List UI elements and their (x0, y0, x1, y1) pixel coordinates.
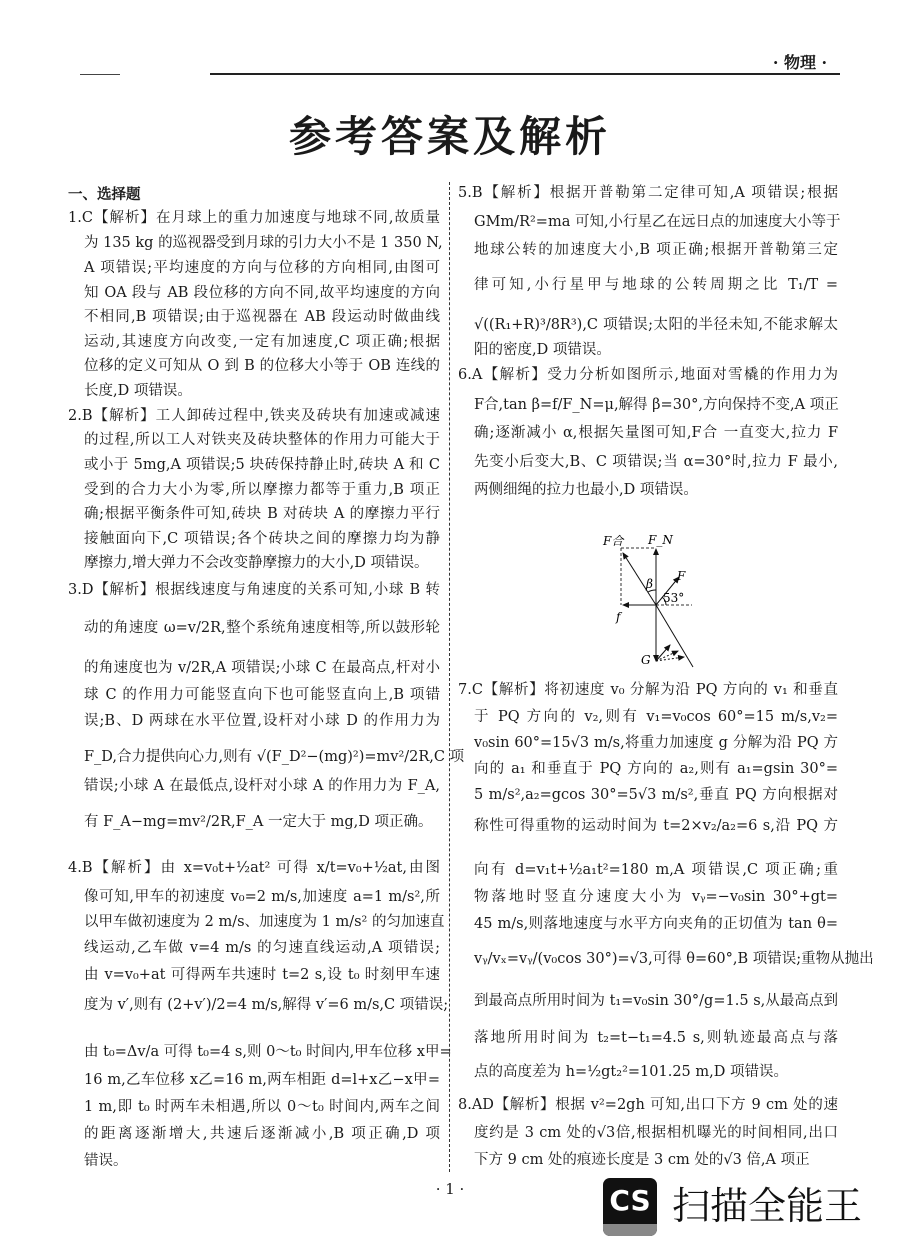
header-rule (210, 73, 840, 75)
answer-line: v₀sin 60°=15√3 m/s,将重力加速度 g 分解为沿 PQ 方 (474, 735, 838, 751)
answer-line: 知 OA 段与 AB 段位移的方向不同,故平均速度的方向 (84, 285, 440, 301)
label-pull: F (677, 569, 686, 583)
answer-line: 误;B、D 两球在水平位置,设杆对小球 D 的作用力为 (84, 713, 440, 729)
page-number: · 1 · (435, 1180, 465, 1198)
answer-line: 以甲车做初速度为 2 m/s、加速度为 1 m/s² 的匀加速直 (84, 914, 445, 930)
answer-line: 称性可得重物的运动时间为 t=2×v₂/a₂=6 s,沿 PQ 方 (474, 818, 838, 834)
answer-item-start: 4.B【解析】由 x=v₀t+½at² 可得 x/t=v₀+½at,由图 (68, 860, 440, 876)
force-diagram (595, 525, 710, 675)
answer-line: 或小于 5mg,A 项错误;5 块砖保持静止时,砖块 A 和 C (84, 457, 440, 473)
answer-line: 运动,其速度方向改变,一定有加速度,C 项正确;根据 (84, 334, 440, 350)
scanner-logo-text: CS (609, 1184, 651, 1217)
answer-line: 阳的密度,D 项错误。 (474, 342, 611, 358)
answer-line: 长度,D 项错误。 (84, 383, 192, 399)
answer-line: 接触面向下,C 项错误;各个砖块之间的摩擦力均为静 (84, 531, 440, 547)
answer-line: 16 m,乙车位移 x乙=16 m,两车相距 d=l+x乙−x甲= (84, 1072, 440, 1088)
page-title: 参考答案及解析 (288, 112, 611, 161)
answer-item-start: 7.C【解析】将初速度 v₀ 分解为沿 PQ 方向的 v₁ 和垂直 (458, 682, 838, 698)
component-arrow-2 (656, 651, 678, 661)
logo-band (603, 1224, 657, 1236)
section-heading: 一、选择题 (68, 186, 141, 203)
answer-line: √((R₁+R)³/8R³),C 项错误;太阳的半径未知,不能求解太 (474, 317, 838, 333)
answer-line: 律可知,小行星甲与地球的公转周期之比 T₁/T = (474, 277, 838, 293)
answer-line: 下方 9 cm 处的痕迹长度是 3 cm 处的√3 倍,A 项正 (474, 1152, 810, 1168)
label-angle: 53° (663, 591, 685, 605)
slope-line (656, 605, 693, 667)
label-gravity: G (641, 653, 651, 667)
answer-line: 像可知,甲车的初速度 v₀=2 m/s,加速度 a=1 m/s²,所 (84, 889, 440, 905)
answer-item-start: 6.A【解析】受力分析如图所示,地面对雪橇的作用力为 (458, 367, 838, 383)
answer-line: 向的 a₁ 和垂直于 PQ 方向的 a₂,则有 a₁=gsin 30°= (474, 761, 838, 777)
answer-line: 摩擦力,增大弹力不会改变静摩擦力的大小,D 项错误。 (84, 555, 429, 571)
answer-line: 错误;小球 A 在最低点,设杆对小球 A 的作用力为 F_A, (84, 778, 440, 794)
component-arrow-1 (656, 645, 670, 661)
answer-line: 到最高点所用时间为 t₁=v₀sin 30°/g=1.5 s,从最高点到 (474, 993, 838, 1009)
answer-line: 确;逐渐减小 α,根据矢量图可知,F合 一直变大,拉力 F (474, 425, 838, 441)
answer-line: 度为 v′,则有 (2+v′)/2=4 m/s,解得 v′=6 m/s,C 项错误; (84, 997, 449, 1013)
answer-item-start: 1.C【解析】在月球上的重力加速度与地球不同,故质量 (68, 210, 440, 226)
header-rule-short (80, 74, 120, 75)
answer-line: 错误。 (84, 1153, 128, 1169)
answer-line: 度约是 3 cm 处的√3倍,根据相机曝光的时间相同,出口 (474, 1125, 838, 1141)
answer-item-start: 5.B【解析】根据开普勒第二定律可知,A 项错误;根据 (458, 185, 838, 201)
label-friction: f (616, 610, 621, 624)
column-divider (449, 182, 450, 1172)
scanner-logo-icon (603, 1178, 657, 1236)
answer-line: 有 F_A−mg=mv²/2R,F_A 一定大于 mg,D 项正确。 (84, 814, 433, 830)
answer-line: 球 C 的作用力可能竖直向下也可能竖直向上,B 项错 (84, 687, 440, 703)
answer-line: 落地所用时间为 t₂=t−t₁=4.5 s,则轨迹最高点与落 (474, 1030, 838, 1046)
answer-line: F合,tan β=f/F_N=μ,解得 β=30°,方向保持不变,A 项正 (474, 397, 839, 413)
answer-line: 位移的定义可知从 O 到 B 的位移大小等于 OB 连线的 (84, 358, 440, 374)
label-beta: β (646, 577, 653, 591)
answer-item-start: 2.B【解析】工人卸砖过程中,铁夹及砖块有加速或减速 (68, 408, 440, 424)
answer-line: GMm/R²=ma 可知,小行星乙在远日点的加速度大小等于 (474, 214, 841, 230)
answer-item-start: 3.D【解析】根据线速度与角速度的关系可知,小球 B 转 (68, 582, 440, 598)
answer-line: 由 v=v₀+at 可得两车共速时 t=2 s,设 t₀ 时刻甲车速 (84, 967, 440, 983)
answer-line: 确;根据平衡条件可知,砖块 B 对砖块 A 的摩擦力平行 (84, 506, 440, 522)
answer-line: 向有 d=v₁t+½a₁t²=180 m,A 项错误,C 项正确;重 (474, 862, 838, 878)
answer-line: 的距离逐渐增大,共速后逐渐减小,B 项正确,D 项 (84, 1126, 440, 1142)
answer-line: 先变小后变大,B、C 项错误;当 α=30°时,拉力 F 最小, (474, 454, 838, 470)
answer-line: 点的高度差为 h=½gt₂²=101.25 m,D 项错误。 (474, 1064, 788, 1080)
answer-line: 1 m,即 t₀ 时两车未相遇,所以 0～t₀ 时间内,两车之间 (84, 1099, 440, 1115)
answer-line: 物落地时竖直分速度大小为 vᵧ=−v₀sin 30°+gt= (474, 889, 838, 905)
answer-line: A 项错误;平均速度的方向与位移的方向相同,由图可 (84, 260, 440, 276)
answer-line: 的角速度也为 v/2R,A 项错误;小球 C 在最高点,杆对小 (84, 660, 440, 676)
answer-line: 线运动,乙车做 v=4 m/s 的匀速直线运动,A 项错误; (84, 940, 440, 956)
answer-line: 受到的合力大小为零,所以摩擦力都等于重力,B 项正 (84, 482, 440, 498)
answer-line: 5 m/s²,a₂=gcos 30°=5√3 m/s²,垂直 PQ 方向根据对 (474, 787, 838, 803)
subject-label: · 物理 · (772, 53, 828, 72)
scanner-watermark-text: 扫描全能王 (672, 1184, 863, 1228)
answer-item-start: 8.AD【解析】根据 v²=2gh 可知,出口下方 9 cm 处的速 (458, 1097, 838, 1113)
answer-line: F_D,合力提供向心力,则有 √(F_D²−(mg)²)=mv²/2R,C 项 (84, 749, 465, 765)
label-resultant: F合 (603, 534, 624, 548)
answer-line: vᵧ/vₓ=vᵧ/(v₀cos 30°)=√3,可得 θ=60°,B 项错误;重物从抛出 (474, 951, 874, 967)
label-normal: F_N (648, 533, 673, 547)
answer-line: 的过程,所以工人对铁夹及砖块整体的作用力可能大于 (84, 432, 440, 448)
answer-line: 于 PQ 方向的 v₂,则有 v₁=v₀cos 60°=15 m/s,v₂= (474, 709, 838, 725)
answer-line: 动的角速度 ω=v/2R,整个系统角速度相等,所以鼓形轮 (84, 620, 440, 636)
answer-line: 地球公转的加速度大小,B 项正确;根据开普勒第三定 (474, 242, 838, 258)
answer-line: 不相同,B 项错误;由于巡视器在 AB 段运动时做曲线 (84, 309, 440, 325)
answer-line: 为 135 kg 的巡视器受到月球的引力大小不是 1 350 N, (84, 235, 443, 251)
answer-line: 两侧细绳的拉力也最小,D 项错误。 (474, 482, 698, 498)
answer-line: 45 m/s,则落地速度与水平方向夹角的正切值为 tan θ= (474, 916, 838, 932)
answer-line: 由 t₀=Δv/a 可得 t₀=4 s,则 0～t₀ 时间内,甲车位移 x甲= (84, 1044, 452, 1060)
